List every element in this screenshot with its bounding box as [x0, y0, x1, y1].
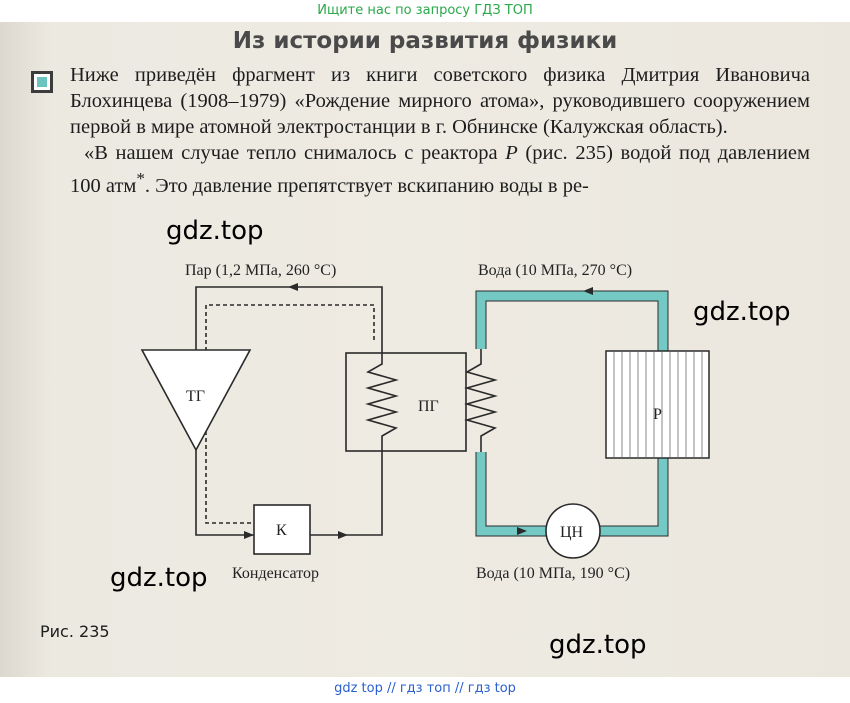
label-pump: ЦН	[560, 524, 584, 541]
watermark-4: gdz.top	[549, 630, 647, 660]
label-turbine: ТГ	[186, 388, 206, 405]
label-water-bottom: Вода (10 МПа, 190 °С)	[476, 565, 631, 582]
bottom-banner[interactable]: gdz top // гдз топ // гдз top	[334, 681, 516, 696]
watermark-2: gdz.top	[693, 297, 791, 327]
condenser-to-steam-generator	[310, 452, 382, 535]
primary-loop-pipe	[481, 296, 663, 351]
watermark-3: gdz.top	[110, 563, 208, 593]
paragraph-2-end: . Это давление препятствует вскипанию воды в ре-	[144, 174, 589, 197]
paragraph-2-mid: (рис. 235) водой под давлением 100 атм	[70, 142, 810, 197]
arrow-to-condenser	[244, 531, 254, 539]
label-condenser-box: К	[276, 522, 287, 539]
paragraph-1: Ниже приведён фрагмент из книги советского физика Дмитрия Ивановича Блохинцева (1908–1979) «Рождение мирного атома», руководившего сооружением первой в мире атомной электростанции в г. Обнинске (Калужская область).	[70, 64, 810, 138]
label-steam: Пар (1,2 МПа, 260 °С)	[185, 262, 337, 279]
label-steam-generator: ПГ	[418, 398, 439, 415]
reactor	[606, 351, 709, 458]
steam-generator-box	[346, 353, 466, 451]
watermark-1: gdz.top	[166, 216, 264, 246]
arrow-condenser-out	[338, 531, 348, 539]
section-heading: Из истории развития физики	[232, 28, 618, 54]
label-water-top: Вода (10 МПа, 270 °С)	[478, 262, 633, 279]
figure-caption: Рис. 235	[40, 622, 110, 641]
secondary-loop	[142, 287, 466, 554]
label-condenser: Конденсатор	[232, 565, 320, 582]
primary-coil	[467, 349, 495, 452]
paragraph-2-variable: Р	[505, 142, 518, 164]
top-banner[interactable]: Ищите нас по запросу ГДЗ ТОП	[317, 3, 533, 18]
dashed-steam-line	[206, 305, 374, 523]
reactor-box	[606, 351, 709, 458]
paragraph-2-footnote-mark: *	[136, 169, 145, 188]
steam-generator-coil	[368, 349, 396, 452]
arrow-steam	[288, 283, 298, 291]
steam-line	[196, 287, 382, 350]
turbine-to-condenser	[196, 450, 254, 535]
label-reactor: Р	[653, 406, 662, 423]
paragraph-2-start: «В нашем случае тепло снималось с реактора	[84, 142, 506, 164]
